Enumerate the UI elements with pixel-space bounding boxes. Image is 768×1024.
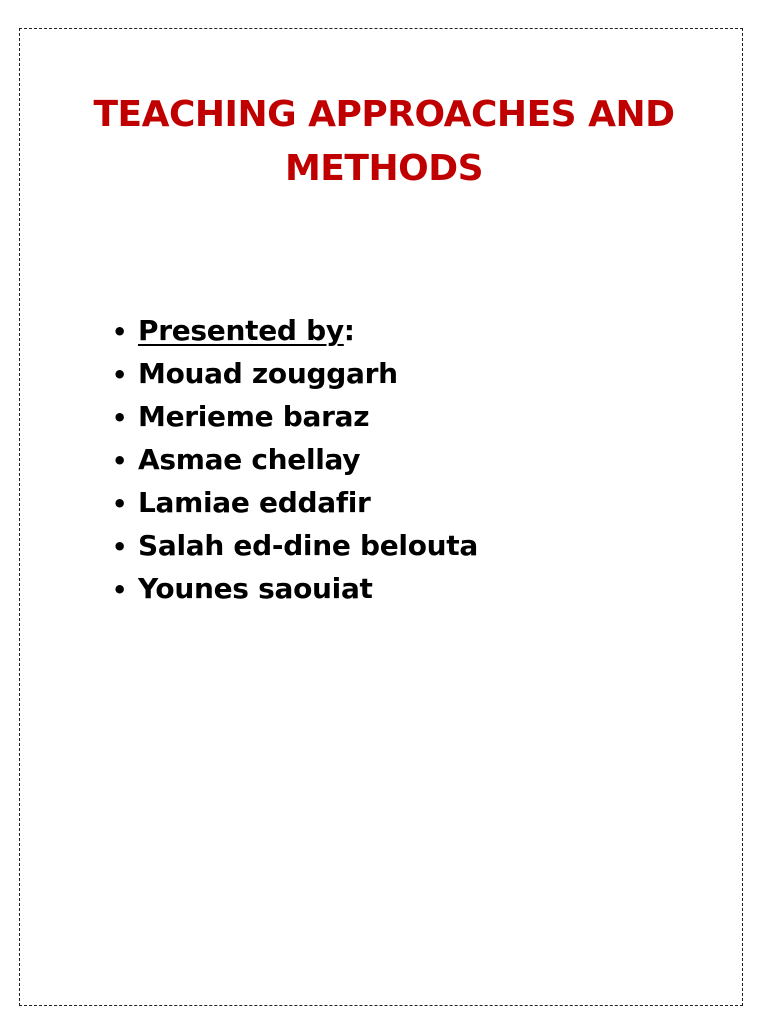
bullet-icon: •: [112, 490, 128, 518]
member-name: Merieme baraz: [138, 400, 370, 433]
member-name: Younes saouiat: [138, 572, 373, 605]
list-item: [112, 568, 672, 611]
bullet-icon: •: [112, 404, 128, 432]
presented-by-colon: :: [343, 314, 355, 347]
bullet-icon: •: [112, 576, 128, 604]
member-name: Salah ed-dine belouta: [138, 529, 478, 562]
list-item: [112, 353, 672, 396]
presented-by-label: Presented by: [138, 314, 344, 347]
document-title: [40, 88, 728, 196]
bullet-icon: •: [112, 361, 128, 389]
title-line-1: TEACHING APPROACHES AND: [93, 94, 675, 135]
bullet-icon: •: [112, 447, 128, 475]
presenters-list: [112, 310, 672, 611]
member-name: Asmae chellay: [138, 443, 361, 476]
list-item: [112, 525, 672, 568]
member-name: Lamiae eddafir: [138, 486, 371, 519]
bullet-icon: •: [112, 318, 128, 346]
bullet-icon: •: [112, 533, 128, 561]
list-item: [112, 439, 672, 482]
list-item: [112, 396, 672, 439]
list-item: [112, 482, 672, 525]
member-name: Mouad zouggarh: [138, 357, 398, 390]
presented-by-text: [138, 310, 355, 352]
title-line-2: METHODS: [284, 148, 483, 189]
list-item-presented-by: [112, 310, 672, 353]
